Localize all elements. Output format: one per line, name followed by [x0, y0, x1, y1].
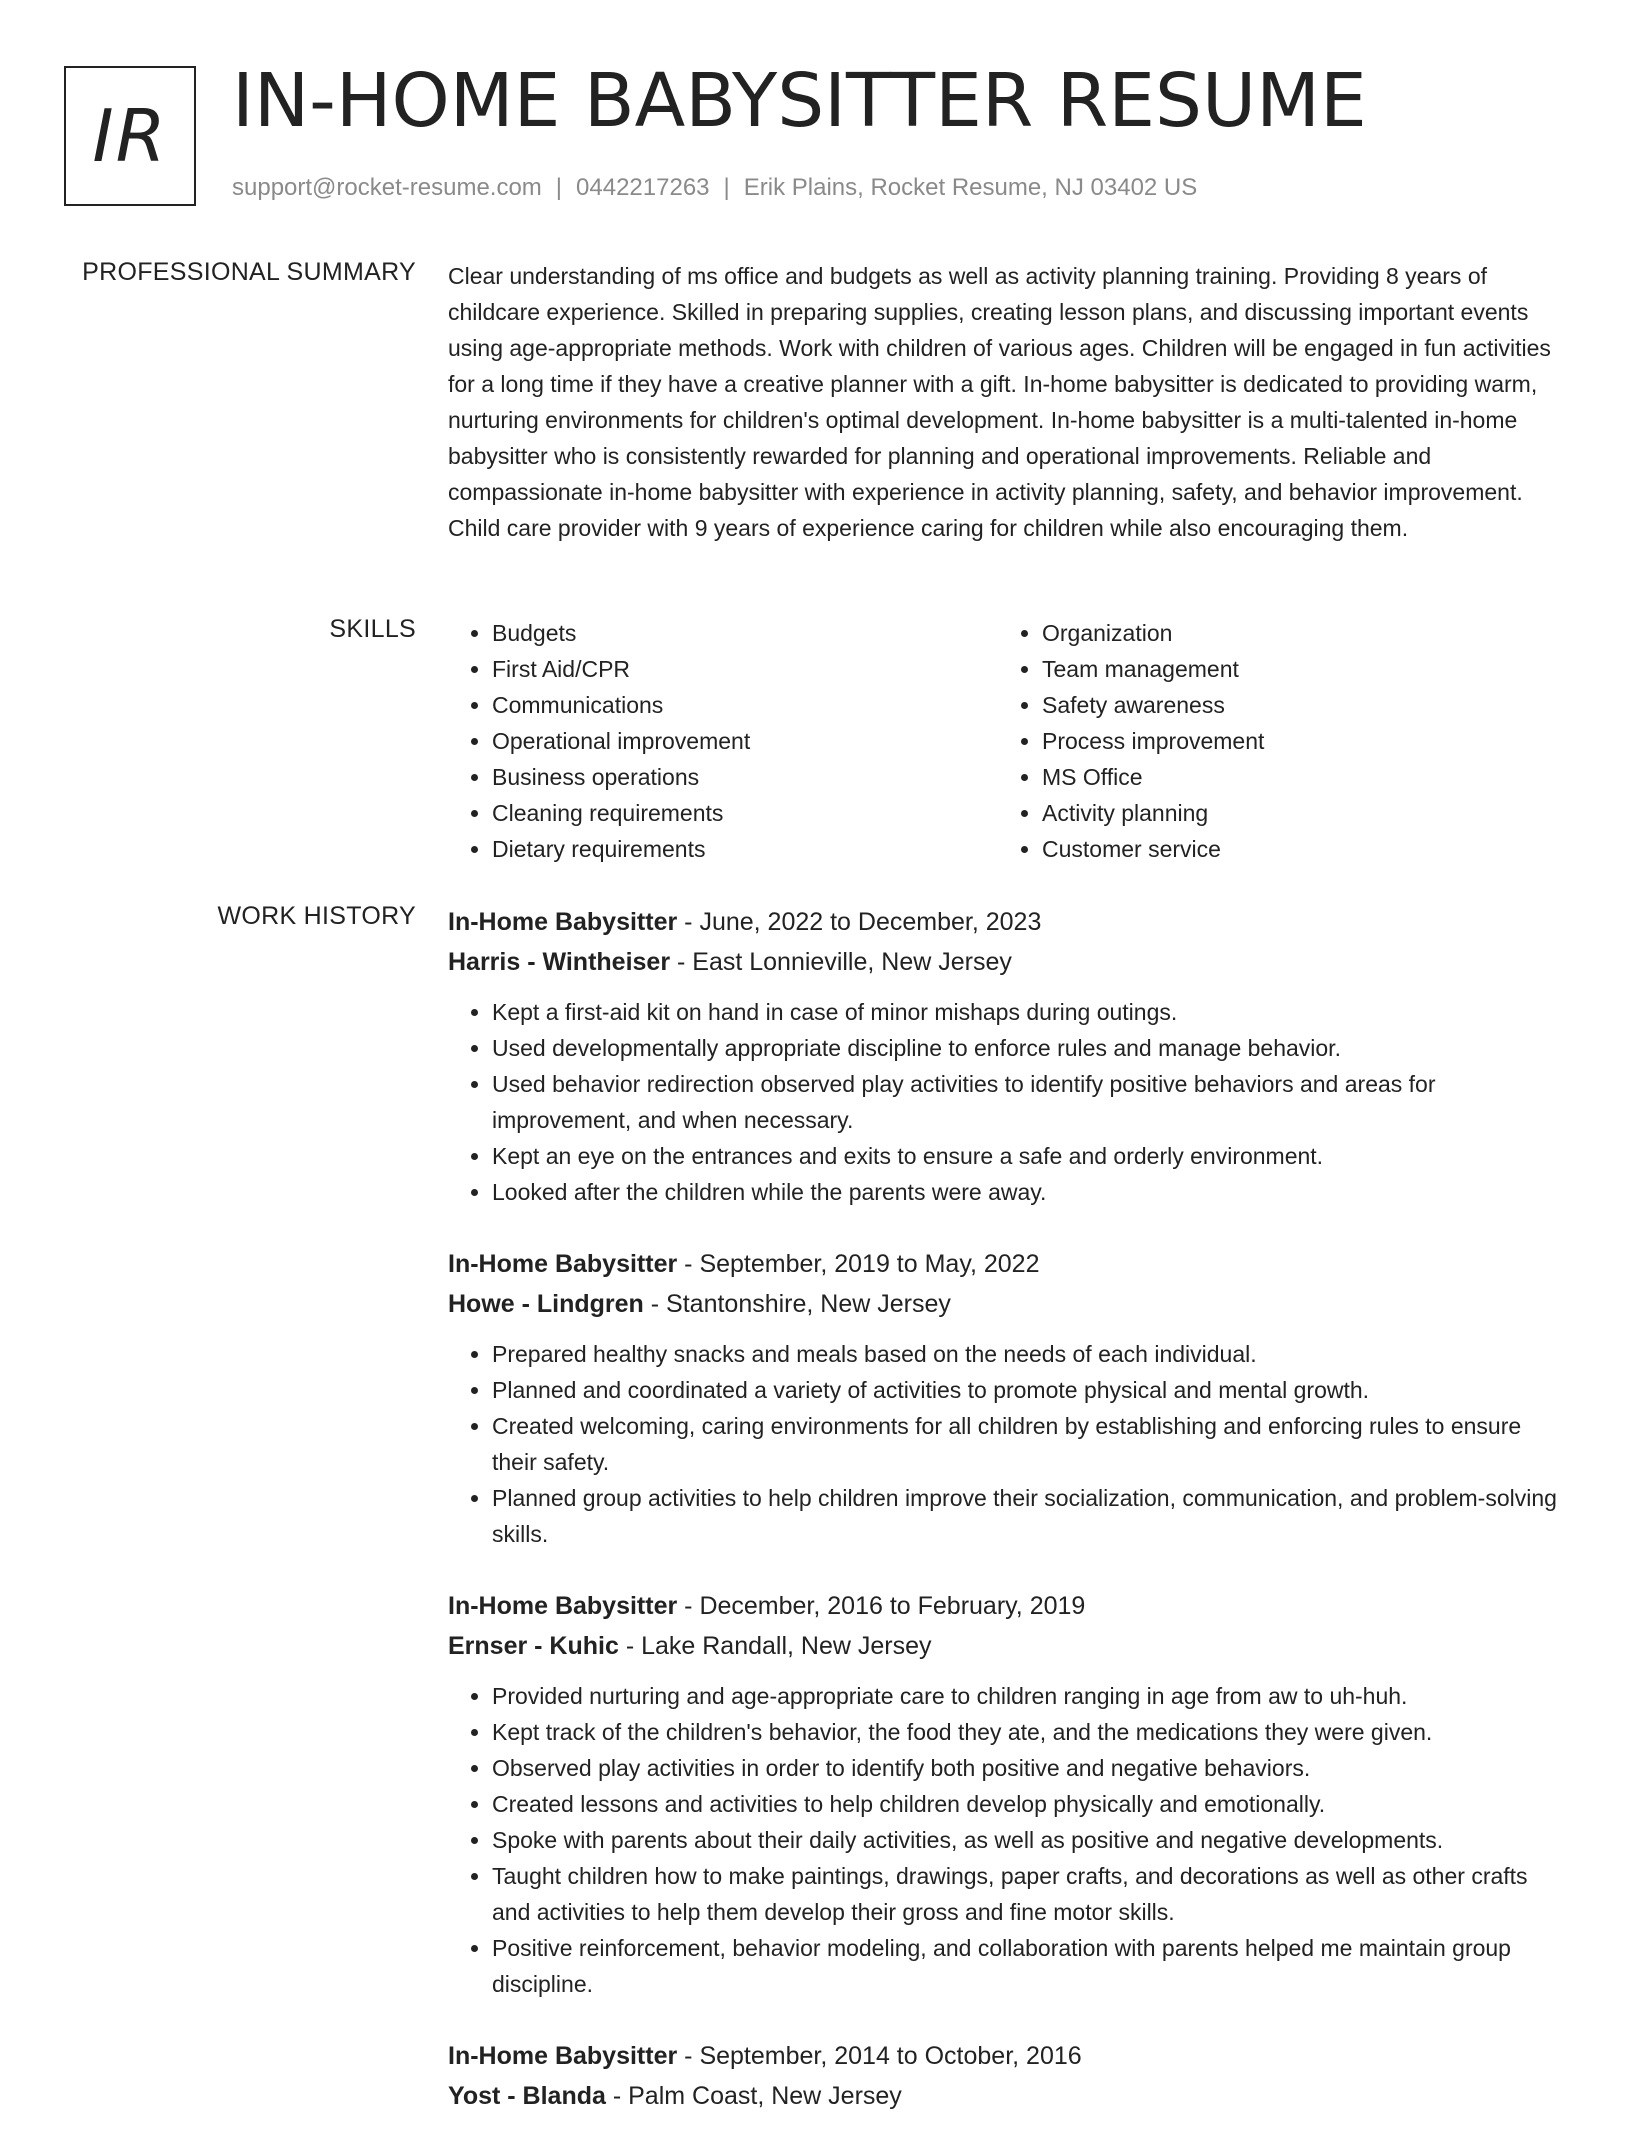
skills-list-right [998, 615, 1548, 867]
job-duty: • Provided nurturing and age-appropriate care to children ranging in age from aw to uh-huh. [492, 1678, 1568, 1714]
job-duty: • Spoke with parents about their daily activities, as well as positive and negative developments. [492, 1822, 1568, 1858]
job-company: Yost - Blanda [448, 2082, 606, 2110]
job-duties [448, 994, 1568, 1210]
skill-item: • Customer service [1042, 831, 1548, 867]
job-company-line: Harris - Wintheiser - East Lonnieville, New Jersey [448, 948, 1012, 976]
job-entry [448, 2036, 1568, 2116]
job-title: In-Home Babysitter [448, 1250, 678, 1278]
skill-item: • Organization [1042, 615, 1548, 651]
job-title: In-Home Babysitter [448, 2042, 678, 2070]
job-location: Stantonshire, New Jersey [666, 1290, 951, 1318]
skill-item: • MS Office [1042, 759, 1548, 795]
job-entry [448, 902, 1568, 1210]
job-company-line: Yost - Blanda - Palm Coast, New Jersey [448, 2082, 902, 2110]
job-duty: • Looked after the children while the parents were away. [492, 1174, 1568, 1210]
job-duty: • Kept track of the children's behavior, the food they ate, and the medications they were given. [492, 1714, 1568, 1750]
job-company: Ernser - Kuhic [448, 1632, 619, 1660]
skill-item: • Communications [492, 687, 998, 723]
job-duty: • Created lessons and activities to help children develop physically and emotionally. [492, 1786, 1568, 1822]
skill-item: • Activity planning [1042, 795, 1548, 831]
monogram-initials: IR [92, 94, 168, 178]
job-company: Harris - Wintheiser [448, 948, 671, 976]
job-duty: • Created welcoming, caring environments for all children by establishing and enforcing rules to ensure their safety. [492, 1408, 1568, 1480]
contact-email: support@rocket-resume.com [232, 174, 542, 201]
skills-heading: SKILLS [329, 615, 416, 643]
summary-text: Clear understanding of ms office and budgets as well as activity planning training. Providing 8 years of childcare experience. Skilled in preparing supplies, creating lesson plans, and discussing important events using age-appropriate methods. Work with children of various ages. Children will be engaged in fun activities for a long time if they have a creative planner with a gift. In-home babysitter is dedicated to providing warm, nurturing environments for children's optimal development. In-home babysitter is a multi-talented in-home babysitter who is consistently rewarded for planning and operational improvements. Reliable and compassionate in-home babysitter with experience in activity planning, safety, and behavior improvement. Child care provider with 9 years of experience caring for children while also encouraging them. [448, 263, 1551, 541]
job-title-line: In-Home Babysitter - December, 2016 to February, 2019 [448, 1592, 1086, 1620]
job-duty: • Used developmentally appropriate discipline to enforce rules and manage behavior. [492, 1030, 1568, 1066]
skill-item: • Operational improvement [492, 723, 998, 759]
skill-item: • Team management [1042, 651, 1548, 687]
summary-heading: PROFESSIONAL SUMMARY [82, 258, 416, 286]
job-duty: • Positive reinforcement, behavior modeling, and collaboration with parents helped me maintain group discipline. [492, 1930, 1568, 2002]
skill-item: • Cleaning requirements [492, 795, 998, 831]
job-title-line: In-Home Babysitter - September, 2014 to October, 2016 [448, 2042, 1082, 2070]
job-entry [448, 1586, 1568, 2002]
skill-item: • First Aid/CPR [492, 651, 998, 687]
contact-separator: | [555, 174, 563, 201]
skill-item: • Business operations [492, 759, 998, 795]
summary-body [448, 258, 1568, 546]
job-location: East Lonnieville, New Jersey [692, 948, 1012, 976]
skills-list-left [448, 615, 998, 867]
job-duty: • Kept an eye on the entrances and exits to ensure a safe and orderly environment. [492, 1138, 1568, 1174]
contact-separator: | [723, 174, 730, 201]
skill-item: • Process improvement [1042, 723, 1548, 759]
contact-address: Erik Plains, Rocket Resume, NJ 03402 US [743, 174, 1198, 201]
work-history-body [448, 902, 1568, 2150]
job-duties [448, 1336, 1568, 1552]
skill-item: • Budgets [492, 615, 998, 651]
monogram-box [64, 66, 196, 206]
skills-body [448, 615, 1568, 867]
job-dates: September, 2014 to October, 2016 [699, 2042, 1082, 2070]
job-duty: • Prepared healthy snacks and meals based on the needs of each individual. [492, 1336, 1568, 1372]
job-location: Lake Randall, New Jersey [641, 1632, 932, 1660]
job-title-line: In-Home Babysitter - September, 2019 to May, 2022 [448, 1250, 1040, 1278]
job-duty: • Kept a first-aid kit on hand in case of minor mishaps during outings. [492, 994, 1568, 1030]
job-dates: September, 2019 to May, 2022 [699, 1250, 1040, 1278]
job-company-line: Howe - Lindgren - Stantonshire, New Jersey [448, 1290, 951, 1318]
job-title: In-Home Babysitter [448, 1592, 678, 1620]
job-dates: June, 2022 to December, 2023 [699, 908, 1042, 936]
job-company: Howe - Lindgren [448, 1290, 644, 1318]
job-location: Palm Coast, New Jersey [628, 2082, 902, 2110]
contact-phone: 0442217263 [576, 174, 710, 201]
job-duty: • Used behavior redirection observed play activities to identify positive behaviors and areas for improvement, and when necessary. [492, 1066, 1568, 1138]
job-duty: • Taught children how to make paintings, drawings, paper crafts, and decorations as well as other crafts and activities to help them develop their gross and fine motor skills. [492, 1858, 1568, 1930]
job-dates: December, 2016 to February, 2019 [699, 1592, 1086, 1620]
resume-title: IN-HOME BABYSITTER RESUME [232, 58, 1367, 144]
job-entry [448, 1244, 1568, 1552]
contact-line [232, 174, 1197, 202]
work-history-heading: WORK HISTORY [217, 902, 416, 930]
job-duty: • Observed play activities in order to identify both positive and negative behaviors. [492, 1750, 1568, 1786]
job-duty: • Planned group activities to help children improve their socialization, communication, and problem-solving skills. [492, 1480, 1568, 1552]
job-title: In-Home Babysitter [448, 908, 678, 936]
job-title-line: In-Home Babysitter - June, 2022 to December, 2023 [448, 908, 1042, 936]
job-duties [448, 1678, 1568, 2002]
skill-item: • Dietary requirements [492, 831, 998, 867]
job-company-line: Ernser - Kuhic - Lake Randall, New Jersey [448, 1632, 932, 1660]
skills-grid [448, 615, 1568, 867]
skill-item: • Safety awareness [1042, 687, 1548, 723]
job-duty: • Planned and coordinated a variety of activities to promote physical and mental growth. [492, 1372, 1568, 1408]
